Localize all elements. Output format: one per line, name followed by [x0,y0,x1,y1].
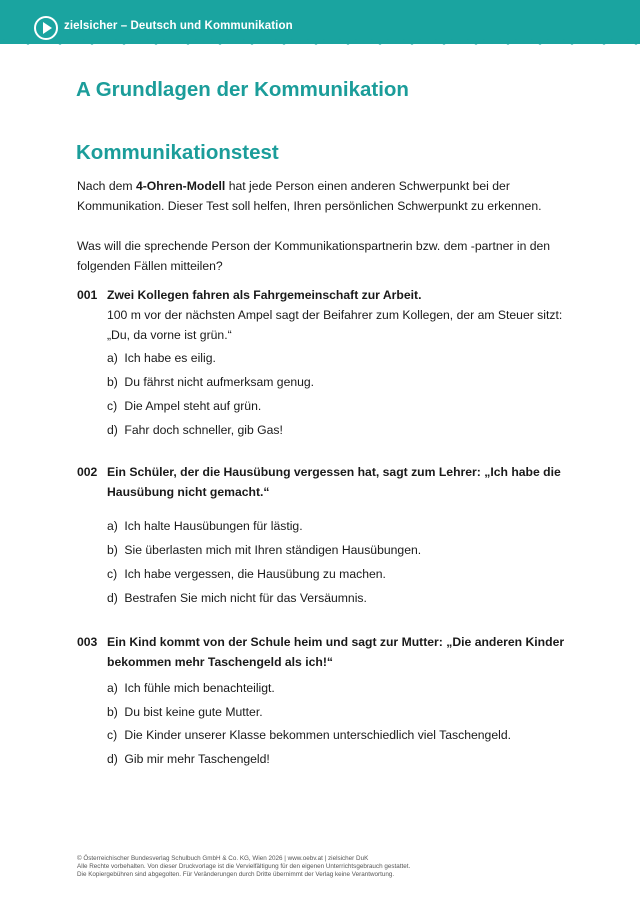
question-text: Ein Kind kommt von der Schule heim und sagt zur Mutter: „Die anderen Kinder bekommen mehr Taschengeld als ich!“ [107,635,565,669]
question-number: 003 [77,635,98,649]
answer-option: a) Ich halte Hausübungen für lästig. [107,519,303,533]
answer-option: b) Du bist keine gute Mutter. [107,705,263,719]
page-title: A Grundlagen der Kommunikation [76,78,409,101]
copyright-footer: © Österreichischer Bundesverlag Schulbuch GmbH & Co. KG, Wien 2026 | www.oebv.at | zielsicher DuK Alle Rechte vorbehalten. Von dieser Druckvorlage ist die Vervielfältigung für den eigenen Unterrichtsgebrauch gestattet. Die Kopiergebühren sind abgegolten. Für Veränderungen durch Dritte übernimmt der Verlag keine Verantwortung. [77,855,411,878]
answer-option: a) Ich habe es eilig. [107,351,216,365]
question-text: Zwei Kollegen fahren als Fahrgemeinschaft zur Arbeit. 100 m vor der nächsten Ampel sagt der Beifahrer zum Kollegen, der am Steuer sitzt: „Du, da vorne ist grün.“ [107,288,563,342]
header-dotted-edge [0,38,640,50]
answer-option: b) Du fährst nicht aufmerksam genug. [107,375,315,389]
intro-paragraph: Nach dem 4-Ohren-Modell hat jede Person einen anderen Schwerpunkt bei der Kommunikation. Dieser Test soll helfen, Ihren persönlichen Schwerpunkt zu erkennen. [77,179,542,213]
answer-option: d) Fahr doch schneller, gib Gas! [107,423,283,437]
answer-option: d) Bestrafen Sie mich nicht für das Versäumnis. [107,591,367,605]
section-title: Kommunikationstest [76,141,279,164]
question-prompt: Was will die sprechende Person der Kommunikationspartnerin bzw. dem -partner in den folgenden Fällen mitteilen? [77,239,551,273]
answer-option: c) Die Kinder unserer Klasse bekommen unterschiedlich viel Taschengeld. [107,728,511,742]
answer-option: b) Sie überlasten mich mit Ihren ständigen Hausübungen. [107,543,422,557]
question-number: 001 [77,288,98,302]
question-number: 002 [77,465,98,479]
answer-option: c) Ich habe vergessen, die Hausübung zu machen. [107,567,386,581]
brand-title: zielsicher – Deutsch und Kommunikation [64,20,293,32]
question-text: Ein Schüler, der die Hausübung vergessen hat, sagt zum Lehrer: „Ich habe die Hausübung nicht gemacht.“ [107,465,561,499]
answer-option: d) Gib mir mehr Taschengeld! [107,752,270,766]
answer-option: c) Die Ampel steht auf grün. [107,399,262,413]
model-name: 4-Ohren-Modell [135,179,226,193]
play-triangle-icon [43,22,52,34]
answer-option: a) Ich fühle mich benachteiligt. [107,681,275,695]
